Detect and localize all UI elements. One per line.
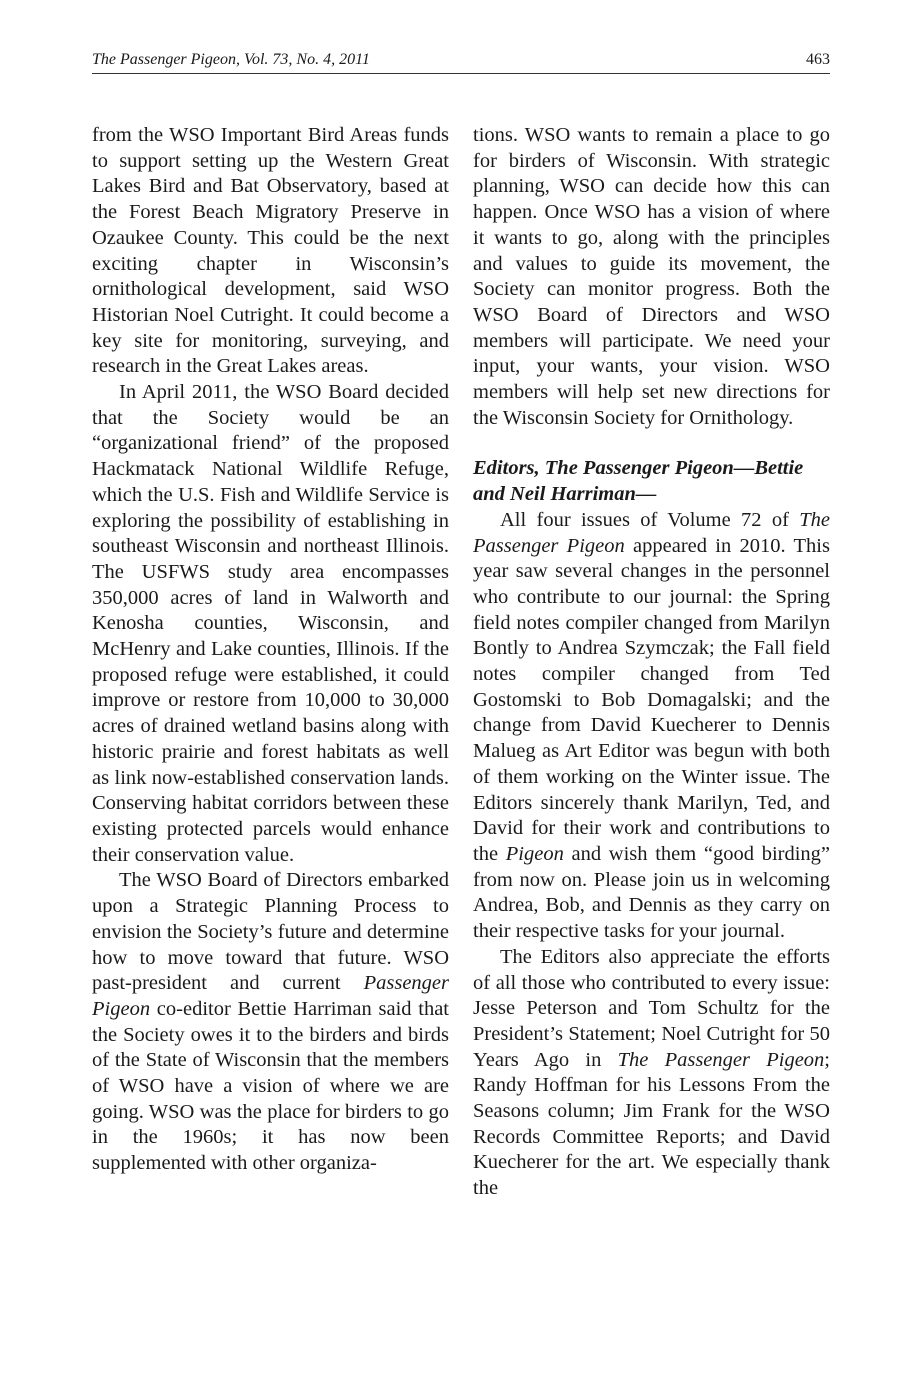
paragraph-strategic-planning bbox=[92, 868, 449, 1176]
italic-title: Pigeon bbox=[505, 842, 564, 865]
paragraph-volume-72 bbox=[473, 508, 830, 945]
italic-title: The Passenger Pigeon bbox=[473, 508, 830, 557]
paragraph-strategic-planning-continued: tions. WSO wants to remain a place to go for birders of Wisconsin. With strategic planning, WSO can decide how this can happen. Once WSO has a vision of where it wants to go, along with the principles and values to guide its movement, the Society can monitor progress. Both the WSO Board of Directors and WSO members will participate. We need your input, your wants, your vision. WSO members will help set new directions for the Wisconsin Society for Ornithology. bbox=[473, 124, 830, 429]
text-run: The Editors also appreciate the efforts of all those who contributed to every issue: Jesse Peterson and Tom Schultz for the President’s Statement; Noel Cutright for 50 Years Ago in bbox=[473, 945, 830, 1071]
left-column bbox=[92, 123, 449, 1177]
text-run: All four issues of Volume 72 of bbox=[500, 508, 800, 531]
section-heading-editors: Editors, The Passenger Pigeon—Bettie and Neil Harriman— bbox=[473, 457, 804, 506]
paragraph-ibas-observatory: from the WSO Important Bird Areas funds to support setting up the Western Great Lakes Bird and Bat Observatory, based at the Forest Beach Migratory Preserve in Ozaukee County. This could be the next exciting chapter in Wisconsin’s ornithological development, said WSO Historian Noel Cutright. It could become a key site for monitoring, surveying, and research in the Great Lakes areas. bbox=[92, 124, 449, 378]
text-run: The WSO Board of Directors embarked upon a Strategic Planning Process to envision the Society’s future and determine how to move toward that future. WSO past-president and current bbox=[92, 869, 449, 995]
paragraph-contributors bbox=[473, 945, 830, 1202]
text-run: and wish them “good birding” from now on. Please join us in welcoming Andrea, Bob, and Dennis as they carry on their respective tasks for your journal. bbox=[473, 842, 831, 943]
text-run: ; Randy Hoffman for his Lessons From the Seasons column; Jim Frank for the WSO Records Committee Reports; and David Kuecherer for the art. We especially thank the bbox=[473, 1048, 830, 1200]
paragraph-hackmatack-refuge: In April 2011, the WSO Board decided that the Society would be an “organizational friend” of the proposed Hackmatack National Wildlife Refuge, which the U.S. Fish and Wildlife Service is exploring the possibility of establishing in southeast Wisconsin and northeast Illinois. The USFWS study area encompasses 350,000 acres of land in Walworth and Kenosha counties, Wisconsin, and McHenry and Lake counties, Illinois. If the proposed refuge were established, it could improve or restore from 10,000 to 30,000 acres of drained wetland basins along with historic prairie and forest habitats as well as link now-established conservation lands. Conserving habitat corridors between these existing protected parcels would enhance their conservation value. bbox=[92, 381, 449, 866]
text-run: appeared in 2010. This year saw several changes in the personnel who contribute to our journal: the Spring field notes compiler changed from Marilyn Bontly to Andrea Szymczak; the Fall field notes compiler changed from Ted Gostomski to Bob Domagalski; and the change from David Kuecherer to Dennis Malueg as Art Editor was begun with both of them working on the Winter issue. The Editors sincerely thank Marilyn, Ted, and David for their work and contributions to the bbox=[473, 534, 830, 865]
journal-citation: The Passenger Pigeon, Vol. 73, No. 4, 2011 bbox=[92, 51, 370, 68]
right-column bbox=[473, 123, 830, 1202]
italic-title: The Passenger Pigeon bbox=[617, 1048, 825, 1071]
page-number: 463 bbox=[806, 51, 830, 68]
running-header bbox=[92, 50, 830, 74]
italic-title: Passenger Pigeon bbox=[92, 972, 449, 1020]
text-run: co-editor Bettie Harriman said that the Society owes it to the birders and birds of the State of Wisconsin that the members of WSO have a vision of where we are going. WSO was the place for birders to go in the 1960s; it has now been supplemented with other organiza- bbox=[92, 997, 449, 1175]
